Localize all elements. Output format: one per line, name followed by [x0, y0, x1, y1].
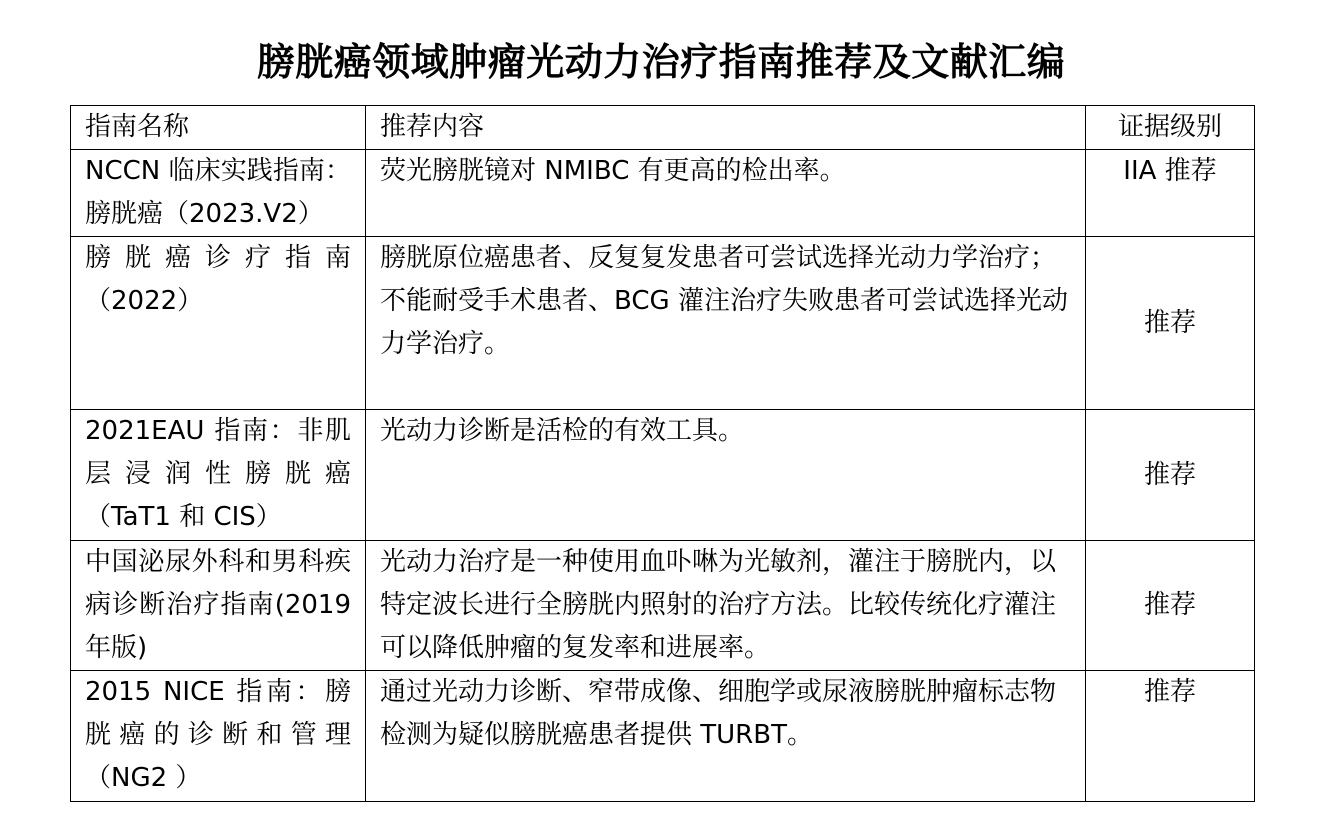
recommendation-text: 膀胱原位癌患者、反复复发患者可尝试选择光动力学治疗； [380, 243, 1057, 273]
recommendation-cell [366, 541, 1086, 671]
guideline-name-cell [71, 150, 366, 237]
header-evidence-level: 证据级别 [1086, 106, 1255, 150]
evidence-level-cell: 推荐 [1086, 541, 1255, 671]
guideline-name-cell [71, 237, 366, 410]
guideline-name: 2015 NICE 指南：膀胱癌的诊断和管理（NG2 ） [85, 677, 351, 793]
guideline-name-cell [71, 671, 366, 802]
evidence-level-cell: 推荐 [1086, 410, 1255, 541]
header-guideline-name: 指南名称 [71, 106, 366, 150]
table-row [71, 150, 1255, 237]
recommendation-text: 荧光膀胱镜对 NMIBC 有更高的检出率。 [380, 156, 846, 186]
table-row [71, 541, 1255, 671]
guideline-name-cell [71, 541, 366, 671]
recommendation-cell [366, 150, 1086, 237]
table-row [71, 237, 1255, 410]
guideline-name-cell [71, 410, 366, 541]
guideline-name: 膀胱癌诊疗指南（2022） [85, 243, 351, 316]
recommendation-cell [366, 410, 1086, 541]
guideline-name: NCCN 临床实践指南：膀胱癌（2023.V2） [85, 156, 351, 229]
table-header-row [71, 106, 1255, 150]
recommendation-cell [366, 237, 1086, 410]
evidence-level-cell: IIA 推荐 [1086, 150, 1255, 237]
evidence-level-cell: 推荐 [1086, 671, 1255, 802]
guideline-name: 中国泌尿外科和男科疾病诊断治疗指南(2019 年版) [85, 547, 351, 663]
recommendation-text: 通过光动力诊断、窄带成像、细胞学或尿液膀胱肿瘤标志物检测为疑似膀胱癌患者提供 TURBT。 [380, 677, 1057, 750]
recommendation-text: 光动力诊断是活检的有效工具。 [380, 416, 745, 446]
recommendation-cell [366, 671, 1086, 802]
table-row [71, 410, 1255, 541]
guideline-table [70, 105, 1255, 802]
header-recommendation-content: 推荐内容 [366, 106, 1086, 150]
evidence-level-cell: 推荐 [1086, 237, 1255, 410]
recommendation-text: 光动力治疗是一种使用血卟啉为光敏剂，灌注于膀胱内，以特定波长进行全膀胱内照射的治疗方法。比较传统化疗灌注可以降低肿瘤的复发率和进展率。 [380, 547, 1057, 663]
table-row [71, 671, 1255, 802]
guideline-name: 2021EAU 指南：非肌层浸润性膀胱癌（TaT1 和 CIS） [85, 416, 351, 532]
page-title: 膀胱癌领域肿瘤光动力治疗指南推荐及文献汇编 [256, 40, 1066, 84]
recommendation-text: 不能耐受手术患者、BCG 灌注治疗失败患者可尝试选择光动力学治疗。 [380, 286, 1068, 359]
